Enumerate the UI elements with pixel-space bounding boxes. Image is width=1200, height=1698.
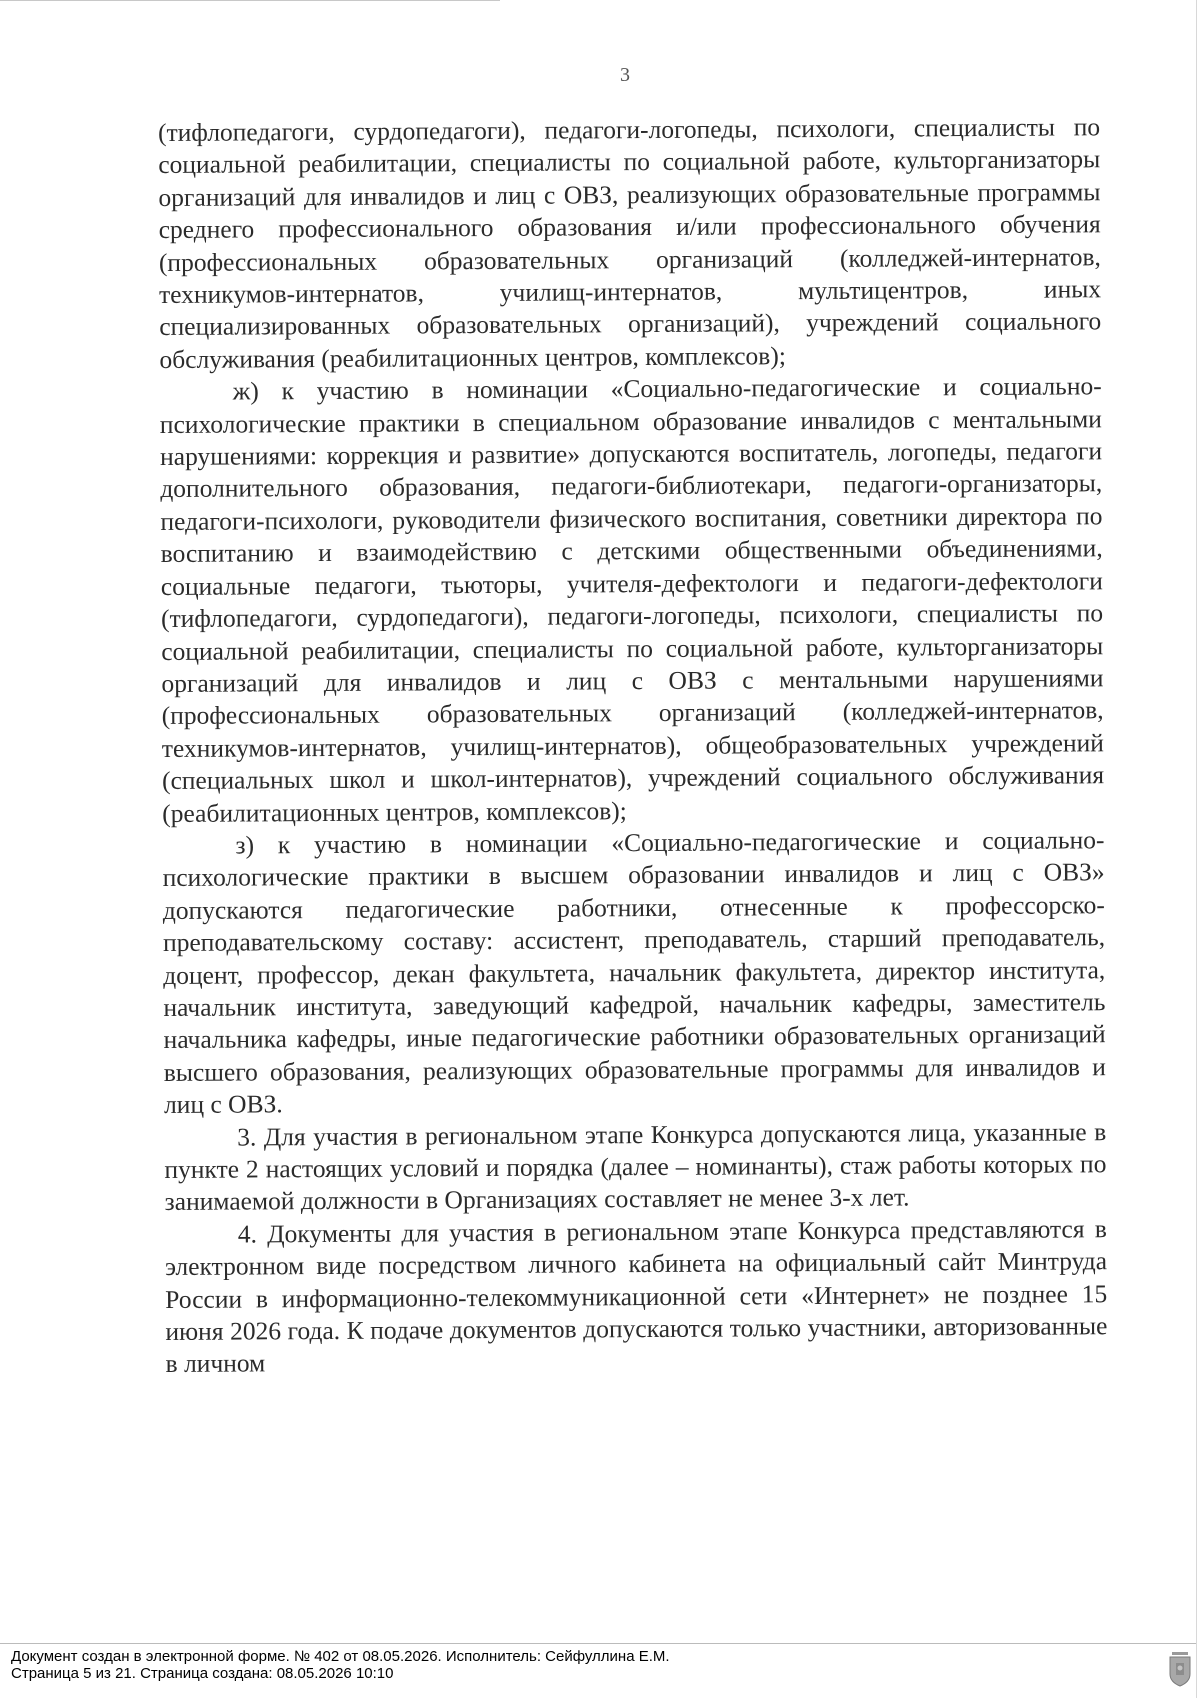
coat-of-arms-icon [1166,1648,1194,1688]
document-body [158,111,1108,1381]
footer-line-page-info: Страница 5 из 21. Страница создана: 08.05.2026 10:10 [11,1665,394,1682]
paragraph-clause-4: 4. Документы для участия в региональном этапе Конкурса представляются в электронном виде посредством личного кабинета на официальный сайт Минтруда России в информационно-телекоммуникационной сети «Интернет» не позднее 15 июня 2026 года. К подаче документов допускаются только участники, авторизованные в личном [164,1214,1108,1379]
paragraph-item-zh: ж) к участию в номинации «Социально-педагогические и социально-психологические практики в специальном образование инвалидов с ментальными нарушениями: коррекция и развитие» допускаются воспитатель, логопеды, педагоги дополнительного образования, педагоги-библиотекари, педагоги-организаторы, педагоги-психологи, руководители физического воспитания, советники директора по воспитанию и взаимодействию с детскими общественными объединениями, социальные педагоги, тьюторы, учителя-дефектологи и педагоги-дефектологи (тифлопедагоги, сурдопедагоги), педагоги-логопеды, психологи, специалисты по социальной реабилитации, специалисты по социальной работе, культорганизаторы организаций для инвалидов и лиц с ОВЗ с ментальными нарушениями (профессиональных образовательных организаций (колледжей-интернатов, техникумов-интернатов, училищ-интернатов), общеобразовательных учреждений (специальных школ и школ-интернатов), учреждений социального обслуживания (реабилитационных центров, комплексов); [159,371,1105,828]
footer-divider [0,1643,1196,1644]
top-edge-line [0,0,500,1]
paragraph-item-z: з) к участию в номинации «Социально-педагогические и социально-психологические практики в высшем образовании инвалидов и лиц с ОВЗ» допускаются педагогические работники, отнесенные к профессорско-преподавательскому составу: ассистент, преподаватель, старший преподаватель, доцент, профессор, декан факультета, начальник факультета, директор института, начальник института, заведующий кафедрой, начальник кафедры, заместитель начальника кафедры, иные педагогические работники образовательных организаций высшего образования, реализующих образовательные программы для инвалидов и лиц с ОВЗ. [162,825,1106,1120]
footer-line-document-info: Документ создан в электронной форме. № 402 от 08.05.2026. Исполнитель: Сейфуллина Е.М. [11,1648,670,1665]
page-number: 3 [620,64,630,86]
paragraph-continuation: (тифлопедагоги, сурдопедагоги), педагоги-логопеды, психологи, специалисты по социальной реабилитации, специалисты по социальной работе, культорганизаторы организаций для инвалидов и лиц с ОВЗ, реализующих образовательные программы среднего профессионального образования и/или профессионального обучения (профессиональных образовательных организаций (колледжей-интернатов, техникумов-интернатов, училищ-интернатов, мультицентров, иных специализированных образовательных организаций), учреждений социального обслуживания (реабилитационных центров, комплексов); [158,112,1102,374]
document-footer [11,1648,670,1682]
paragraph-clause-3: 3. Для участия в региональном этапе Конкурса допускаются лица, указанные в пункте 2 настоящих условий и порядка (далее – номинанты), стаж работы которых по занимаемой должности в Организациях составляет не менее 3-х лет. [164,1116,1107,1217]
right-edge-line [1196,0,1197,1698]
